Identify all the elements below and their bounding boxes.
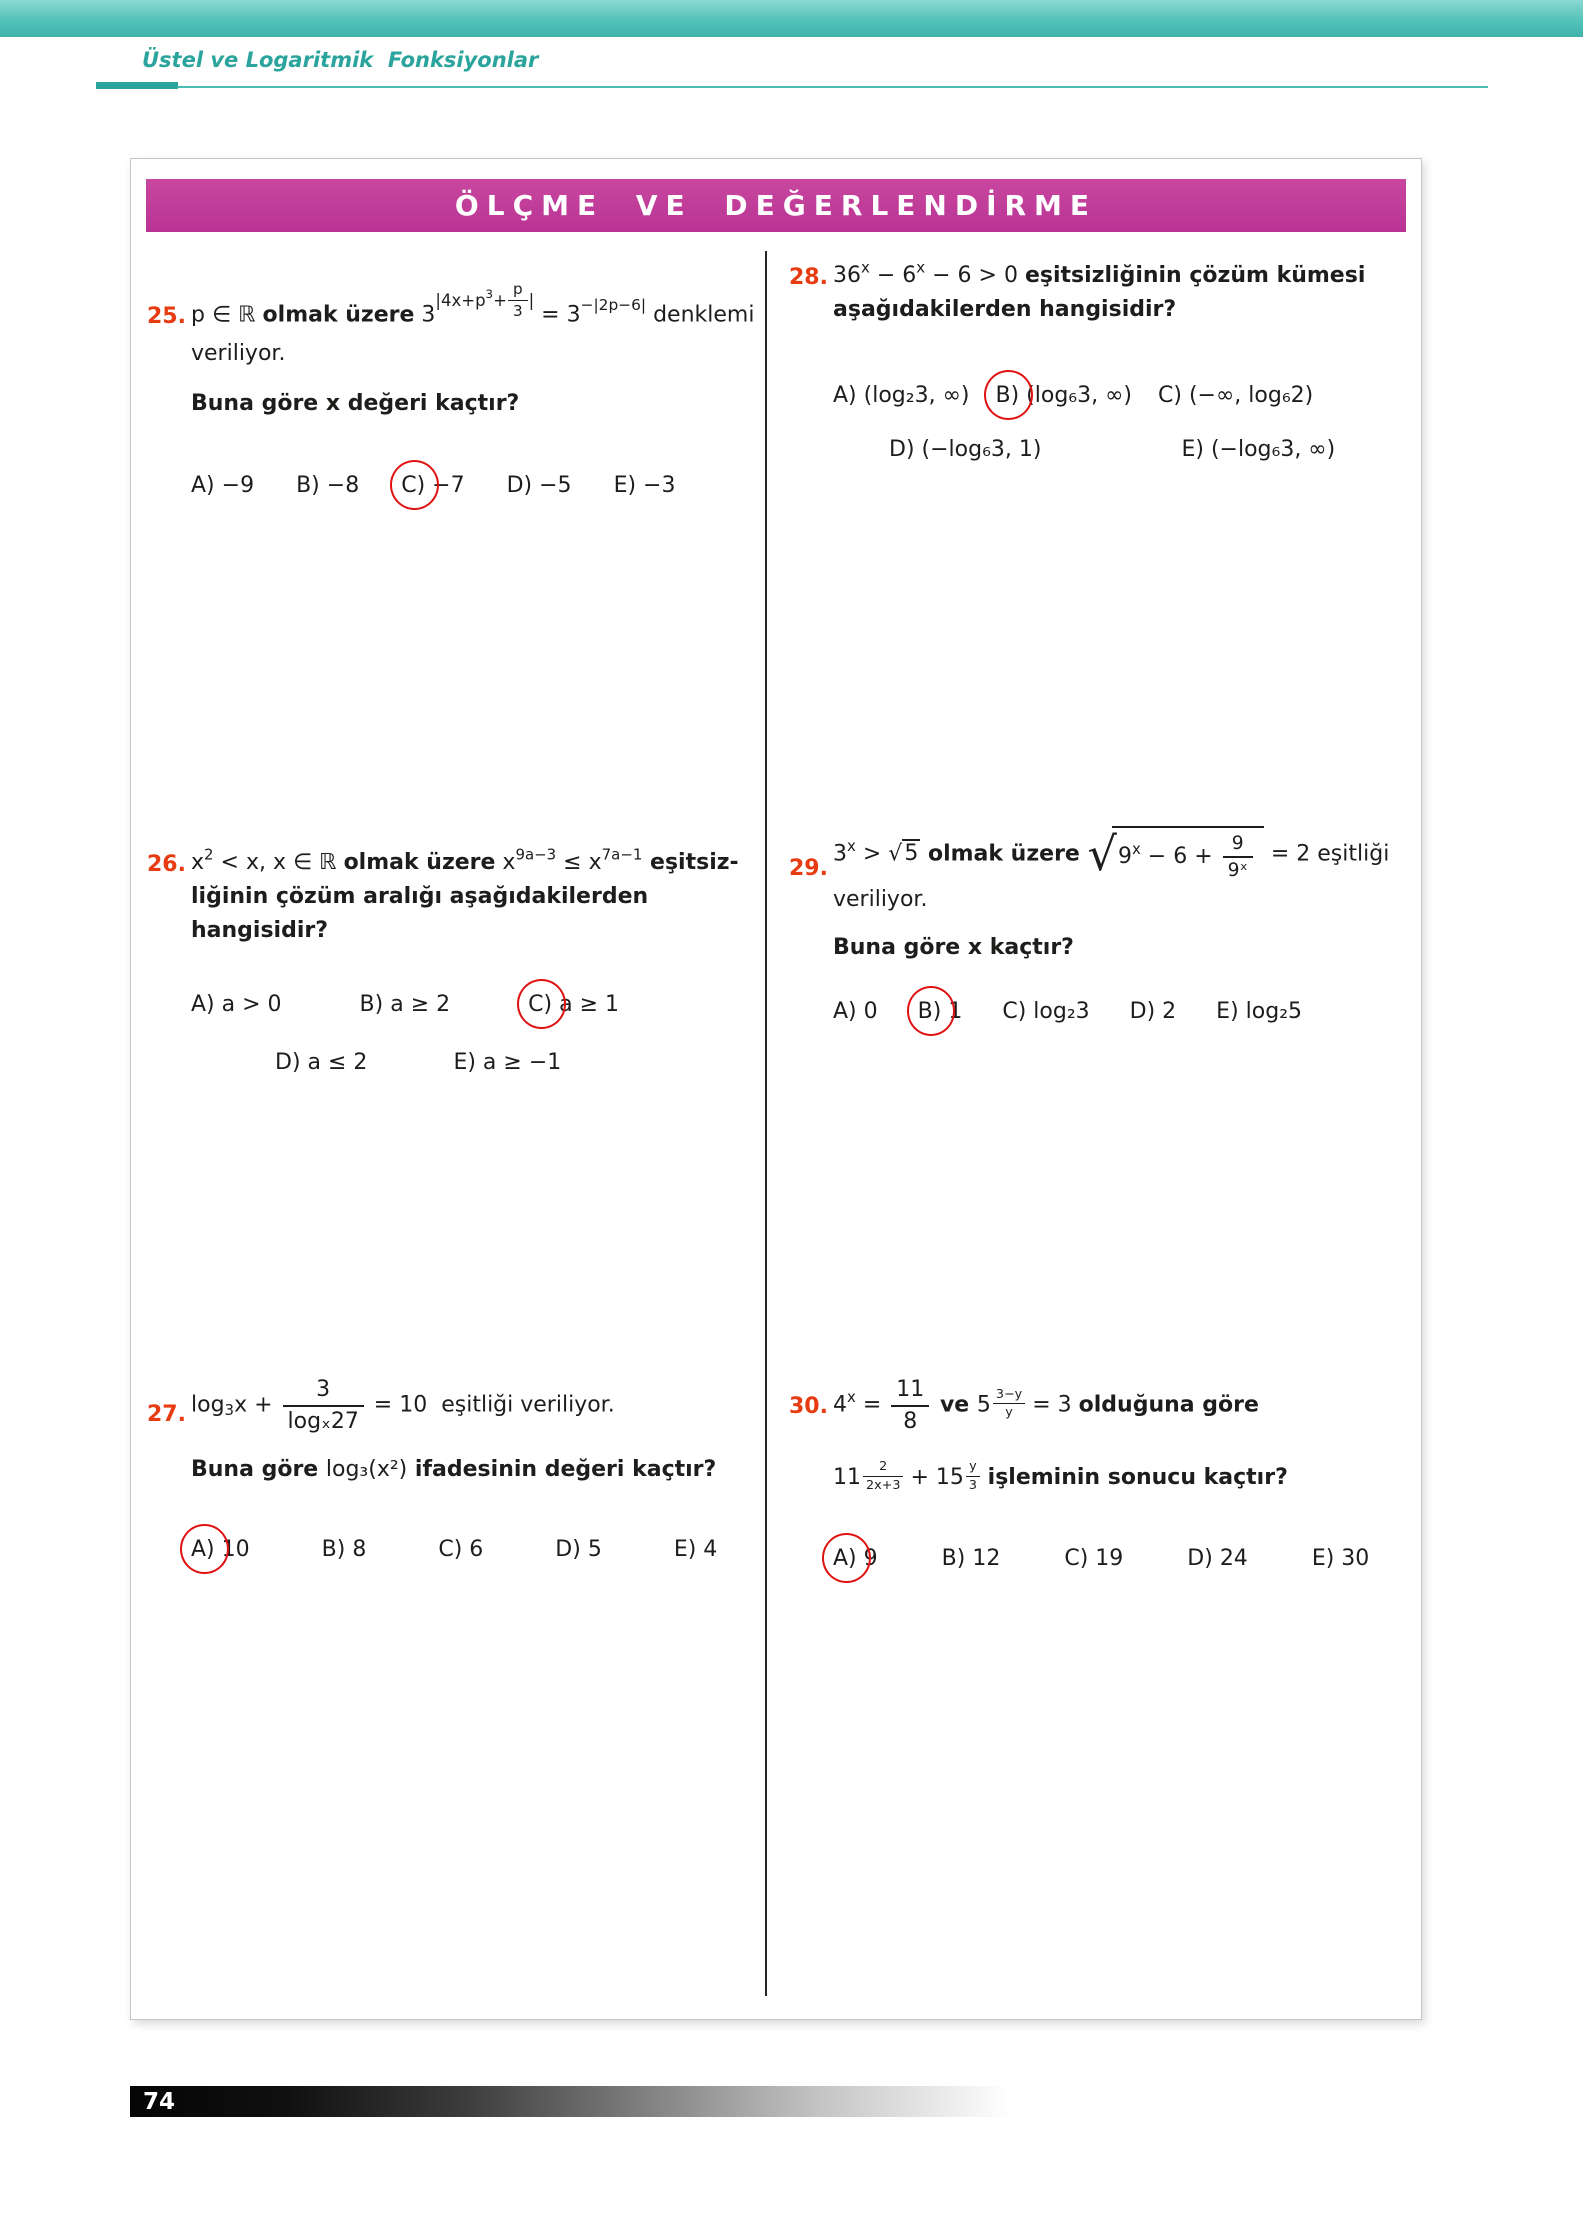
question-prompt: Buna göre x değeri kaçtır? (191, 391, 520, 417)
option-value: 0 (863, 998, 878, 1024)
option (438, 1533, 483, 1567)
option (942, 1542, 1001, 1576)
option-value: a ≤ 2 (307, 1050, 368, 1076)
option-value: log₂3 (1033, 998, 1090, 1024)
assessment-title: ÖLÇME VE DEĞERLENDİRME (146, 179, 1406, 232)
options-row (191, 1533, 749, 1567)
option-label: D) (889, 437, 915, 463)
question-prompt: Buna göre x kaçtır? (833, 934, 1074, 960)
option (833, 995, 878, 1029)
superscript: 9a−3 (515, 845, 557, 864)
option-value: 2 (1162, 998, 1177, 1024)
question-formula (833, 1376, 1407, 1435)
square-root (1088, 826, 1264, 883)
fraction-numerator: y (969, 1459, 977, 1475)
option-label: B) (359, 992, 384, 1018)
option-label: A) (191, 1533, 215, 1567)
breadcrumb: Üstel ve Logaritmik Fonksiyonlar (142, 48, 539, 72)
text-fragment: < x, x ∈ ℝ (213, 850, 344, 875)
option-value: (−∞, log₆2) (1188, 383, 1314, 409)
option-value: log₂5 (1245, 998, 1303, 1024)
text-fragment: log (191, 1392, 225, 1418)
question-27 (145, 1376, 749, 1567)
superscript: x (847, 837, 856, 856)
text-fragment: x (191, 850, 205, 875)
option (614, 469, 676, 503)
option (528, 988, 619, 1022)
fraction-denominator: y (993, 1403, 1025, 1421)
left-column (145, 251, 755, 2009)
option-label: D) (555, 1537, 581, 1563)
fraction (508, 280, 528, 321)
option-label: C) (1064, 1546, 1089, 1572)
exponent-fraction (966, 1459, 980, 1494)
option (191, 469, 254, 503)
option (889, 433, 1041, 467)
option (453, 1046, 561, 1080)
fraction-denominator: 3 (966, 1476, 980, 1494)
text-fragment: ifadesinin değeri kaçtır? (407, 1457, 717, 1482)
question-formula (833, 259, 1407, 293)
option-value: −7 (432, 473, 465, 499)
option (191, 988, 282, 1022)
option (360, 988, 451, 1022)
text-fragment: 4 (833, 1392, 847, 1418)
question-text: aşağıdakilerden hangisidir? (833, 297, 1177, 323)
option-label: A) (191, 473, 215, 499)
option-value: 1 (948, 998, 963, 1024)
option (322, 1533, 367, 1567)
question-28 (787, 259, 1407, 467)
text-fragment: = 3 (1025, 1392, 1079, 1418)
fraction-denominator: logₓ27 (283, 1405, 364, 1436)
option-label: C) (401, 469, 425, 503)
fraction-denominator: 2x+3 (863, 1476, 903, 1494)
text-fragment: olmak üzere (262, 302, 415, 328)
option (1064, 1542, 1123, 1576)
text-fragment: olmak üzere (343, 850, 496, 875)
question-number: 25. (147, 304, 186, 329)
option (918, 995, 963, 1029)
superscript: 3 (485, 286, 494, 301)
question-25 (145, 266, 755, 503)
option-label: C) (528, 988, 552, 1022)
option-value: (−log₆3, ∞) (1210, 437, 1336, 463)
text-fragment: eşitsizliğinin çözüm kümesi (1024, 263, 1366, 288)
text-fragment: Buna göre (191, 1457, 326, 1482)
text-fragment: p ∈ ℝ (191, 302, 263, 328)
option-value: 9 (863, 1546, 878, 1572)
math-expression: log₃(x²) (325, 1457, 408, 1482)
option (1181, 433, 1335, 467)
text-fragment: olduğuna göre (1078, 1392, 1259, 1418)
option-value: a ≥ 1 (559, 992, 619, 1018)
option-value: −3 (643, 473, 676, 499)
option (1002, 995, 1089, 1029)
option-value: −9 (221, 473, 255, 499)
page-number: 74 (143, 2088, 176, 2115)
question-prompt (191, 1453, 749, 1487)
text-fragment: 9 (1117, 844, 1132, 870)
right-column (787, 251, 1407, 2009)
subscript: 3 (224, 1400, 235, 1419)
option-label: D) (506, 473, 533, 499)
header-rule (96, 86, 1488, 88)
option (1158, 379, 1313, 413)
option-value: 5 (587, 1537, 602, 1563)
option (833, 379, 969, 413)
option (555, 1533, 602, 1567)
option (1216, 995, 1302, 1029)
exponent-block (435, 280, 534, 321)
option-value: −8 (326, 473, 360, 499)
option-label: D) (1187, 1546, 1213, 1572)
option-label: E) (1181, 437, 1204, 463)
options-row-1 (833, 379, 1407, 413)
question-formula (191, 846, 749, 880)
footer-bar (130, 2086, 1010, 2117)
square-root (888, 839, 920, 866)
header-rule-accent (96, 82, 178, 89)
superscript: x (861, 258, 870, 277)
option (674, 1533, 717, 1567)
exponent-fraction (993, 1387, 1025, 1422)
option-label: B) (918, 995, 942, 1029)
question-number: 26. (147, 852, 186, 877)
option (275, 1046, 367, 1080)
question-text: veriliyor. (191, 340, 286, 366)
text-fragment: − 6 > 0 (925, 263, 1025, 288)
option-label: E) (673, 1537, 697, 1563)
option-value: (−log₆3, 1) (921, 437, 1042, 463)
fraction-numerator: 9 (1231, 833, 1244, 854)
option-label: C) (1002, 998, 1027, 1024)
question-30 (787, 1376, 1407, 1576)
options-row-2 (275, 1046, 749, 1080)
exponent: −|2p−6| (580, 296, 647, 315)
root-body: 5 (904, 841, 919, 867)
root-body (1112, 826, 1264, 883)
text-fragment: işleminin sonucu kaçtır? (980, 1465, 1288, 1491)
fraction-numerator: 11 (896, 1377, 925, 1402)
option-value: 24 (1219, 1546, 1248, 1572)
option-label: A) (833, 1542, 857, 1576)
fraction-numerator: 3 (316, 1377, 331, 1402)
text-fragment: = 2 (1263, 841, 1318, 867)
text-fragment: > (855, 841, 889, 867)
option-value: a ≥ 2 (390, 992, 451, 1018)
superscript: x (847, 1388, 856, 1407)
question-number: 28. (789, 265, 828, 290)
option (191, 1533, 250, 1567)
column-divider (765, 251, 767, 1996)
option (507, 469, 572, 503)
text-fragment: 5 (976, 1392, 991, 1418)
text-fragment: + 15 (903, 1465, 964, 1491)
option-value: −5 (539, 473, 572, 499)
superscript: 2 (204, 845, 214, 864)
text-fragment: 11 (833, 1465, 861, 1491)
fraction-numerator: p (512, 280, 523, 298)
text-fragment: x + (234, 1392, 280, 1418)
options-row (833, 995, 1407, 1029)
question-29 (787, 826, 1407, 1029)
option-value: a ≥ −1 (482, 1050, 562, 1076)
text-fragment: − 6 (869, 263, 917, 288)
option-label: B) (995, 379, 1019, 413)
text-fragment: olmak üzere (920, 841, 1088, 867)
question-formula (191, 280, 755, 337)
options-row (191, 469, 749, 503)
text-fragment: = 10 (366, 1392, 428, 1418)
question-26 (145, 846, 749, 1080)
fraction (891, 1376, 929, 1435)
text-fragment: − 6 + (1140, 844, 1220, 870)
text-fragment: 36 (833, 263, 861, 288)
option (1130, 995, 1177, 1029)
option-value: 8 (352, 1537, 367, 1563)
fraction (283, 1376, 364, 1435)
option-value: 12 (972, 1546, 1001, 1572)
text-fragment: 3 (833, 841, 847, 867)
fraction-denominator: 3 (508, 300, 528, 321)
option-value: 4 (703, 1537, 718, 1563)
option (833, 1542, 878, 1576)
option-label: D) (275, 1050, 301, 1076)
option-label: E) (613, 473, 637, 499)
text-fragment: = (855, 1392, 889, 1418)
superscript: x (1131, 840, 1141, 859)
option-label: D) (1129, 998, 1156, 1024)
option-label: A) (833, 383, 857, 409)
option-value: 19 (1095, 1546, 1124, 1572)
option-label: E) (1216, 998, 1239, 1024)
options-row-1 (191, 988, 749, 1022)
option-value: (log₂3, ∞) (863, 383, 970, 409)
fraction-numerator: 2 (879, 1459, 888, 1475)
text-fragment: | (528, 290, 535, 310)
fraction-numerator: 3−y (995, 1386, 1023, 1402)
question-formula (833, 826, 1407, 883)
fraction (1223, 832, 1253, 883)
option-value: 30 (1341, 1546, 1370, 1572)
text-fragment: 3 (414, 302, 436, 328)
option-label: E) (453, 1050, 476, 1076)
option (995, 379, 1132, 413)
root-sign: √ (1087, 827, 1117, 882)
text-fragment: ≤ x (556, 850, 602, 875)
question-number: 27. (147, 1402, 186, 1427)
option-label: B) (296, 473, 320, 499)
text-fragment: |4x+p (435, 290, 486, 310)
text-fragment: eşitliği veriliyor. (427, 1392, 615, 1418)
option (401, 469, 464, 503)
question-text: veriliyor. (833, 886, 928, 912)
root-sign: √ (888, 841, 903, 867)
text-fragment: eşitliği (1317, 841, 1390, 867)
question-formula (191, 1376, 749, 1435)
superscript: x (916, 258, 926, 277)
option (1312, 1542, 1369, 1576)
text-fragment: + (493, 290, 507, 310)
exponent-fraction (863, 1459, 903, 1494)
question-number: 29. (789, 856, 828, 881)
question-number: 30. (789, 1394, 828, 1419)
option (1187, 1542, 1248, 1576)
text-fragment: = 3 (534, 302, 581, 328)
option-label: C) (1158, 383, 1182, 409)
options-row (833, 1542, 1407, 1576)
option (296, 469, 359, 503)
fraction-denominator: 9ˣ (1223, 856, 1253, 882)
option-value: 10 (221, 1537, 250, 1563)
option-value: (log₆3, ∞) (1026, 383, 1133, 409)
text-fragment: eşitsiz- (642, 850, 739, 875)
option-value: a > 0 (221, 992, 282, 1018)
top-accent-bar (0, 0, 1583, 37)
option-label: C) (438, 1537, 463, 1563)
text-fragment: denklemi (646, 302, 755, 328)
options-row-2 (889, 433, 1407, 467)
question-formula (833, 1461, 1407, 1508)
question-text: liğinin çözüm aralığı aşağıdakilerden hangisidir? (191, 884, 649, 944)
option-value: 6 (469, 1537, 484, 1563)
text-fragment: x (495, 850, 516, 875)
fraction-denominator: 8 (891, 1405, 929, 1436)
option-label: A) (833, 998, 857, 1024)
option-label: B) (941, 1546, 966, 1572)
content-box (130, 158, 1422, 2020)
option-label: A) (191, 992, 215, 1018)
superscript: 7a−1 (601, 845, 643, 864)
text-fragment: ve (932, 1392, 977, 1418)
option-label: B) (321, 1537, 346, 1563)
option-label: E) (1311, 1546, 1335, 1572)
